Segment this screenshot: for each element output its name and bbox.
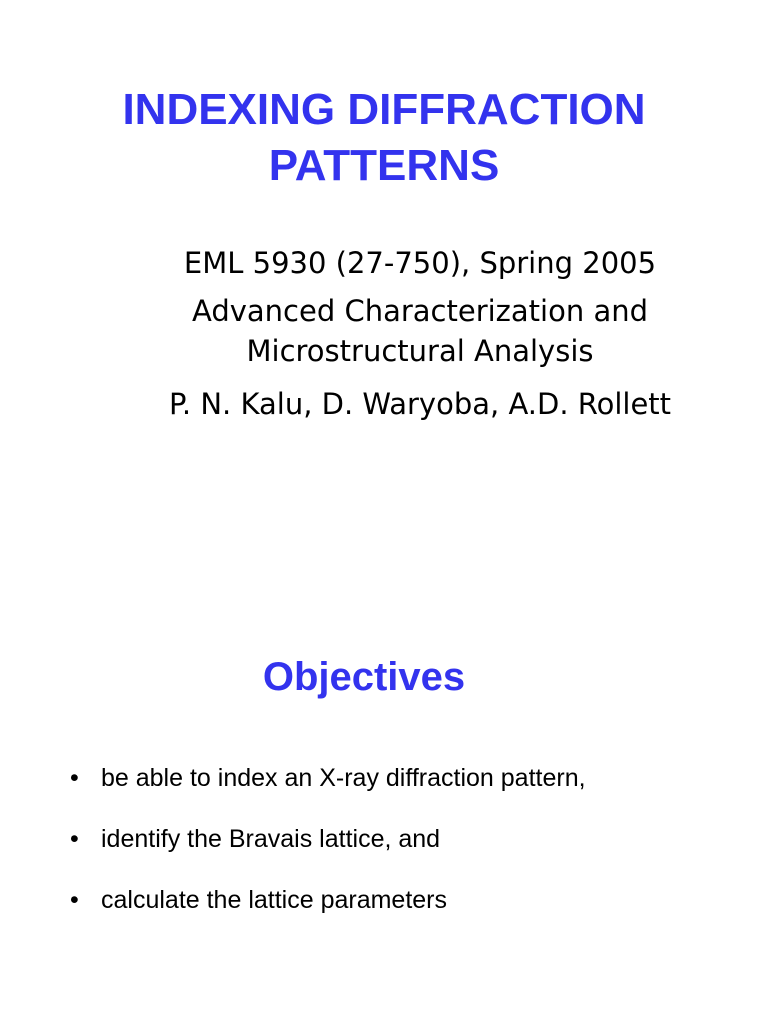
objectives-slide <box>0 512 768 1024</box>
objectives-heading: Objectives <box>262 655 466 699</box>
bullet-icon: • <box>70 886 79 914</box>
course-code: EML 5930 (27-750), Spring 2005 <box>183 246 657 280</box>
course-name: Advanced Characterization and Microstructural Analysis <box>191 294 648 368</box>
list-item-text: be able to index an X-ray diffraction pattern, <box>101 764 586 792</box>
list-item-text: identify the Bravais lattice, and <box>101 825 441 853</box>
bullet-icon: • <box>70 825 79 853</box>
list-item-text: calculate the lattice parameters <box>101 886 448 914</box>
slide-title <box>0 82 768 194</box>
bullet-icon: • <box>70 764 79 792</box>
slide-title-line-1: INDEXING DIFFRACTION <box>122 85 646 134</box>
slide-title-line-2: PATTERNS <box>268 141 500 190</box>
authors: P. N. Kalu, D. Waryoba, A.D. Rollett <box>168 387 672 421</box>
